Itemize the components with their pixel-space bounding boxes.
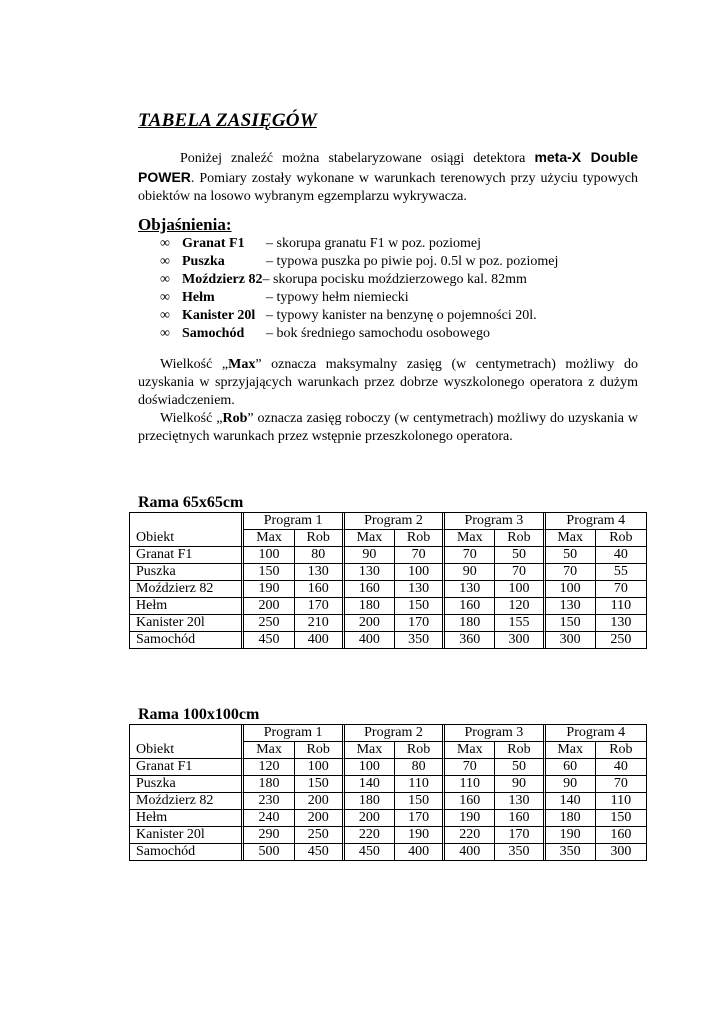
rob-header: Rob	[395, 530, 445, 547]
infinity-bullet-icon: ∞	[160, 308, 170, 323]
max-header: Max	[445, 742, 495, 759]
max-desc-pre: Wielkość „	[160, 357, 229, 372]
table-cell: 180	[244, 776, 294, 793]
table-cell: 300	[495, 632, 545, 648]
intro-paragraph	[138, 148, 638, 206]
table-cell: 450	[345, 844, 395, 860]
object-name: Hełm	[130, 810, 244, 827]
table-title: Rama 100x100cm	[138, 706, 260, 723]
max-description	[138, 356, 638, 410]
table-cell: 70	[546, 564, 596, 581]
table-cell: 110	[596, 793, 646, 810]
max-header: Max	[345, 530, 395, 547]
table-cell: 130	[495, 793, 545, 810]
explanation-desc: – typowa puszka po piwie poj. 0.5l w poz. poziomej	[266, 254, 559, 269]
table-cell: 90	[495, 776, 545, 793]
rob-desc-post: ” oznacza zasięg roboczy (w centymetrach) możliwy do uzyskania w przeciętnych warunkach przez wstępnie przeszkolonego operatora.	[138, 411, 638, 444]
table-cell: 190	[445, 810, 495, 827]
table-cell: 300	[546, 632, 596, 648]
table-cell: 160	[445, 793, 495, 810]
table-cell: 350	[495, 844, 545, 860]
table-cell: 170	[495, 827, 545, 844]
table-cell: 190	[395, 827, 445, 844]
explanation-desc: – skorupa granatu F1 w poz. poziomej	[266, 236, 482, 251]
explanation-desc: – bok średniego samochodu osobowego	[266, 326, 490, 341]
table-cell: 80	[295, 547, 345, 564]
table-row	[130, 632, 646, 648]
table-cell: 130	[395, 581, 445, 598]
value-descriptions	[138, 356, 638, 446]
rob-header: Rob	[596, 742, 646, 759]
product-name: meta-X Double POWER	[138, 149, 639, 185]
max-header: Max	[244, 742, 294, 759]
explanation-desc: – typowy kanister na benzynę o pojemności 20l.	[266, 308, 537, 323]
table-cell: 90	[345, 547, 395, 564]
object-header: Obiekt	[130, 725, 244, 759]
object-name: Granat F1	[130, 547, 244, 564]
table-cell: 200	[244, 598, 294, 615]
infinity-bullet-icon: ∞	[160, 236, 170, 251]
table-cell: 360	[445, 632, 495, 648]
table-cell: 150	[596, 810, 646, 827]
object-name: Moździerz 82	[130, 581, 244, 598]
table-cell: 300	[610, 844, 632, 859]
object-name: Kanister 20l	[130, 615, 244, 632]
table-cell: 250	[244, 615, 294, 632]
table-cell: 160	[295, 581, 345, 598]
explanation-term: Kanister 20l	[182, 308, 256, 323]
infinity-bullet-icon: ∞	[160, 272, 170, 287]
table-row	[130, 827, 646, 844]
table-cell: 40	[596, 759, 646, 776]
max-header: Max	[546, 742, 596, 759]
table-cell: 100	[395, 564, 445, 581]
object-name: Granat F1	[130, 759, 244, 776]
infinity-bullet-icon: ∞	[160, 254, 170, 269]
max-desc-post: ” oznacza maksymalny zasięg (w centymetrach) możliwy do uzyskania w sprzyjających warunkach przez dobrze wyszkolonego operatora z dużym doświadczeniem.	[138, 357, 638, 408]
rob-header: Rob	[596, 530, 646, 547]
explanation-term: Moździerz 82	[182, 272, 263, 287]
table-cell: 150	[295, 776, 345, 793]
explanations-heading: Objaśnienia:	[138, 215, 232, 234]
program-header: Program 3	[445, 513, 545, 530]
table-cell: 220	[345, 827, 395, 844]
object-name: Samochód	[130, 632, 244, 648]
rob-header: Rob	[395, 742, 445, 759]
table-cell: 130	[596, 615, 646, 632]
table-row	[130, 615, 646, 632]
table-cell: 140	[546, 793, 596, 810]
table-cell: 160	[596, 827, 646, 844]
explanation-item	[160, 253, 558, 271]
table-cell: 50	[495, 759, 545, 776]
table-cell: 90	[445, 564, 495, 581]
rob-description	[138, 410, 638, 446]
table-cell: 100	[244, 547, 294, 564]
table-cell: 400	[345, 632, 395, 648]
object-name: Hełm	[130, 598, 244, 615]
page-title: TABELA ZASIĘGÓW	[138, 110, 317, 131]
explanation-term: Samochód	[182, 326, 245, 341]
rob-header: Rob	[495, 530, 545, 547]
header-row	[130, 513, 646, 530]
table-cell: 70	[495, 564, 545, 581]
table-row	[130, 776, 646, 793]
table-cell: 150	[395, 598, 445, 615]
table-cell: 160	[345, 581, 395, 598]
max-term: Max	[228, 357, 256, 372]
table-cell: 150	[244, 564, 294, 581]
table-cell: 400	[445, 844, 495, 860]
table-cell: 100	[546, 581, 596, 598]
object-name: Puszka	[130, 564, 244, 581]
table-cell: 210	[295, 615, 345, 632]
program-header: Program 1	[244, 513, 344, 530]
intro-part1: Poniżej znaleźć można stabelaryzowane osiągi detektora	[180, 151, 535, 166]
range-table-100	[129, 724, 647, 861]
program-header: Program 4	[546, 513, 646, 530]
table-row	[130, 547, 646, 564]
max-header: Max	[244, 530, 294, 547]
table-cell: 110	[395, 776, 445, 793]
explanation-term: Granat F1	[182, 236, 245, 251]
explanation-item	[160, 235, 558, 253]
intro-part2: . Pomiary zostały wykonane w warunkach terenowych przy użyciu typowych obiektów na losowo wybranym egzemplarzu wykrywacza.	[138, 171, 638, 204]
table-cell: 100	[345, 759, 395, 776]
explanation-item	[160, 289, 558, 307]
program-header: Program 2	[345, 725, 445, 742]
table-cell: 40	[596, 547, 646, 564]
table-cell: 80	[395, 759, 445, 776]
rob-header: Rob	[295, 742, 345, 759]
table-cell: 350	[546, 844, 596, 860]
table-row	[130, 581, 646, 598]
table-cell: 190	[244, 581, 294, 598]
table-cell: 200	[345, 615, 395, 632]
program-header: Program 3	[445, 725, 545, 742]
object-name: Moździerz 82	[130, 793, 244, 810]
explanations-list	[160, 235, 558, 343]
table-cell: 170	[395, 615, 445, 632]
table-cell: 130	[445, 581, 495, 598]
explanation-item	[160, 307, 558, 325]
table-cell: 240	[244, 810, 294, 827]
table-cell: 400	[395, 844, 445, 860]
table-cell: 155	[495, 615, 545, 632]
table-row	[130, 810, 646, 827]
table-cell: 200	[295, 810, 345, 827]
table-cell: 55	[596, 564, 646, 581]
table-cell: 100	[295, 759, 345, 776]
table-row	[130, 793, 646, 810]
program-header: Program 4	[546, 725, 646, 742]
table-cell: 290	[244, 827, 294, 844]
explanation-item	[160, 271, 558, 289]
table-row	[130, 844, 646, 860]
explanation-term: Puszka	[182, 254, 225, 269]
program-header: Program 2	[345, 513, 445, 530]
rob-header: Rob	[295, 530, 345, 547]
table-cell: 120	[244, 759, 294, 776]
explanation-desc: – skorupa pocisku moździerzowego kal. 82mm	[262, 272, 527, 287]
table-cell: 450	[244, 632, 294, 648]
table-cell: 100	[495, 581, 545, 598]
table-cell: 190	[546, 827, 596, 844]
table-cell: 180	[546, 810, 596, 827]
table-cell: 170	[395, 810, 445, 827]
table-cell: 230	[244, 793, 294, 810]
explanation-desc: – typowy hełm niemiecki	[266, 290, 409, 305]
table-cell: 70	[596, 581, 646, 598]
table-cell: 60	[546, 759, 596, 776]
table-cell: 50	[546, 547, 596, 564]
table-cell: 150	[546, 615, 596, 632]
object-name: Samochód	[130, 844, 244, 860]
table-cell: 50	[495, 547, 545, 564]
header-row	[130, 725, 646, 742]
table-cell: 130	[546, 598, 596, 615]
table-cell: 500	[244, 844, 294, 860]
table-title: Rama 65x65cm	[138, 494, 244, 511]
program-header: Program 1	[244, 725, 344, 742]
table-cell: 400	[295, 632, 345, 648]
object-name: Puszka	[130, 776, 244, 793]
table-cell: 160	[495, 810, 545, 827]
table-row	[130, 759, 646, 776]
table-row	[130, 598, 646, 615]
table-cell: 170	[295, 598, 345, 615]
table-cell: 180	[345, 598, 395, 615]
rob-desc-pre: Wielkość „	[160, 411, 223, 426]
table-cell: 110	[445, 776, 495, 793]
table-cell: 90	[546, 776, 596, 793]
table-cell: 130	[295, 564, 345, 581]
table-cell: 70	[445, 759, 495, 776]
table-cell: 250	[295, 827, 345, 844]
range-table-65	[129, 512, 647, 649]
infinity-bullet-icon: ∞	[160, 326, 170, 341]
max-header: Max	[445, 530, 495, 547]
table-cell: 70	[596, 776, 646, 793]
rob-term: Rob	[222, 411, 248, 426]
object-header: Obiekt	[130, 513, 244, 547]
table-cell: 70	[395, 547, 445, 564]
table-cell: 250	[610, 632, 632, 647]
infinity-bullet-icon: ∞	[160, 290, 170, 305]
intro-text	[138, 148, 638, 206]
table-cell: 200	[345, 810, 395, 827]
table-cell: 70	[445, 547, 495, 564]
table-cell: 180	[445, 615, 495, 632]
table-cell: 130	[345, 564, 395, 581]
table-cell: 120	[495, 598, 545, 615]
max-header: Max	[546, 530, 596, 547]
table-cell: 110	[596, 598, 646, 615]
rob-header: Rob	[495, 742, 545, 759]
table-cell: 220	[445, 827, 495, 844]
explanation-term: Hełm	[182, 290, 215, 305]
table-cell: 450	[295, 844, 345, 860]
table-cell: 350	[395, 632, 445, 648]
table-cell: 160	[445, 598, 495, 615]
table-cell: 150	[395, 793, 445, 810]
table-cell: 200	[295, 793, 345, 810]
table-cell: 180	[345, 793, 395, 810]
max-header: Max	[345, 742, 395, 759]
object-name: Kanister 20l	[130, 827, 244, 844]
explanation-item	[160, 325, 558, 343]
table-cell: 140	[345, 776, 395, 793]
table-row	[130, 564, 646, 581]
